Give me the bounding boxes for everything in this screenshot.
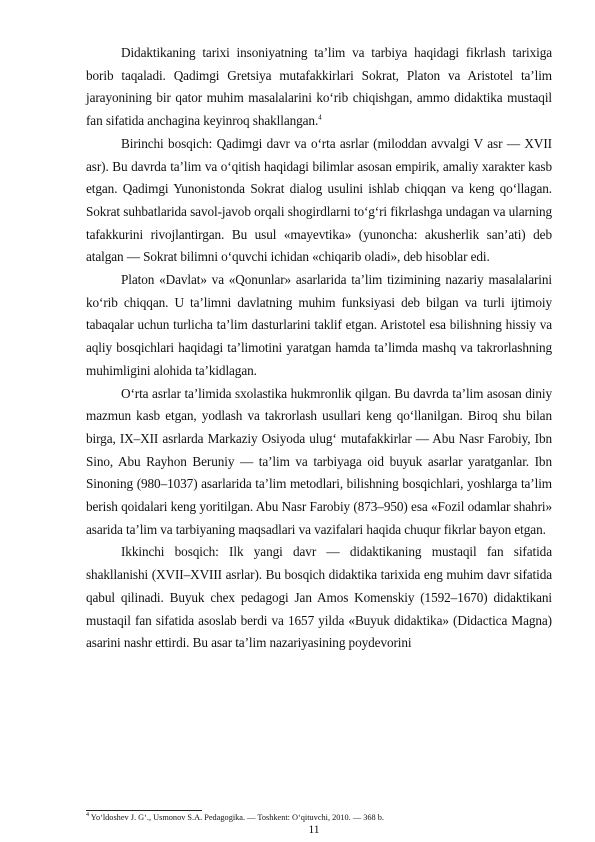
body-text <box>86 42 552 655</box>
footnote-reference: 4 <box>318 113 322 122</box>
paragraph-platon-aristotel <box>86 269 552 383</box>
footnote-marker: 4 <box>86 812 89 819</box>
paragraph-history-intro <box>86 42 552 133</box>
paragraph-second-stage <box>86 541 552 655</box>
footnote-text: Yo‘ldoshev J. G‘., Usmonov S.A. Pedagogika. — Toshkent: O‘qituvchi, 2010. — 368 b. <box>90 813 384 822</box>
paragraph-text: Platon «Davlat» va «Qonunlar» asarlarida ta’lim tizimining nazariy masalalarini ko‘rib chiqqan. U ta’limni davlatning muhim funksiyasi deb bilgan va turli ijtimoiy tabaqalar uchun turlicha ta’lim dasturlarini taklif etgan. Aristotel esa bilishning hissiy va aqliy bosqichlari haqidagi ta’limotini yaratgan hamda ta’limda mashq va takrorlashning muhimligini alohida ta’kidlagan. <box>86 272 552 378</box>
paragraph-text: Didaktikaning tarixi insoniyatning ta’lim va tarbiya haqidagi fikrlash tarixiga borib taqaladi. Qadimgi Gretsiya mutafakkirlari Sokrat, Platon va Aristotel ta’lim jarayonining bir qator muhim masalalarini ko‘rib chiqishgan, ammo didaktika mustaqil fan sifatida anchagina keyinroq shakllangan. <box>86 45 552 129</box>
paragraph-text: O‘rta asrlar ta’limida sxolastika hukmronlik qilgan. Bu davrda ta’lim asosan diniy mazmun kasb etgan, yodlash va takrorlash usullari keng qo‘llanilgan. Biroq shu bilan birga, IX–XII asrlarda Markaziy Osiyoda ulug‘ mutafakkirlar — Abu Nasr Farobiy, Ibn Sino, Abu Rayhon Beruniy — ta’lim va tarbiyaga oid buyuk asarlar yaratganlar. Ibn Sinoning (980–1037) asarlarida ta’lim metodlari, bilishning bosqichlari, yoshlarga ta’lim berish qoidalari keng yoritilgan. Abu Nasr Farobiy (873–950) esa «Fozil odamlar shahri» asarida ta’lim va tarbiyaning maqsadlari va vazifalari haqida chuqur fikrlar bayon etgan. <box>86 385 552 537</box>
paragraph-middle-ages <box>86 383 552 542</box>
paragraph-text: Birinchi bosqich: Qadimgi davr va o‘rta asrlar (miloddan avvalgi V asr — XVII asr). Bu davrda ta’lim va o‘qitish haqidagi bilimlar asosan empirik, amaliy xarakter kasb etgan. Qadimgi Yunonistonda Sokrat dialog usulini ishlab chiqqan va keng qo‘llagan. Sokrat suhbatlarida savol-javob orqali shogirdlarni to‘g‘ri fikrlashga undagan va ularning tafakkurini rivojlantirgan. Bu usul «mayevtika» (yunoncha: akusherlik san’ati) deb atalgan — Sokrat bilimni o‘quvchi ichidan «chiqarib oladi», deb hisoblar edi. <box>86 135 552 265</box>
paragraph-first-stage <box>86 133 552 269</box>
page-number: 11 <box>308 824 320 836</box>
footnote-separator <box>86 810 202 811</box>
paragraph-text: Ikkinchi bosqich: Ilk yangi davr — didaktikaning mustaqil fan sifatida shakllanishi (XVII–XVIII asrlar). Bu bosqich didaktika tarixida eng muhim davr sifatida qabul qilinadi. Buyuk chex pedagogi Jan Amos Komenskiy (1592–1670) didaktikani mustaqil fan sifatida asoslab berdi va 1657 yilda «Buyuk didaktika» (Didactica Magna) asarini nashr ettirdi. Bu asar ta’lim nazariyasining poydevorini <box>86 544 552 651</box>
footnote <box>86 813 552 823</box>
